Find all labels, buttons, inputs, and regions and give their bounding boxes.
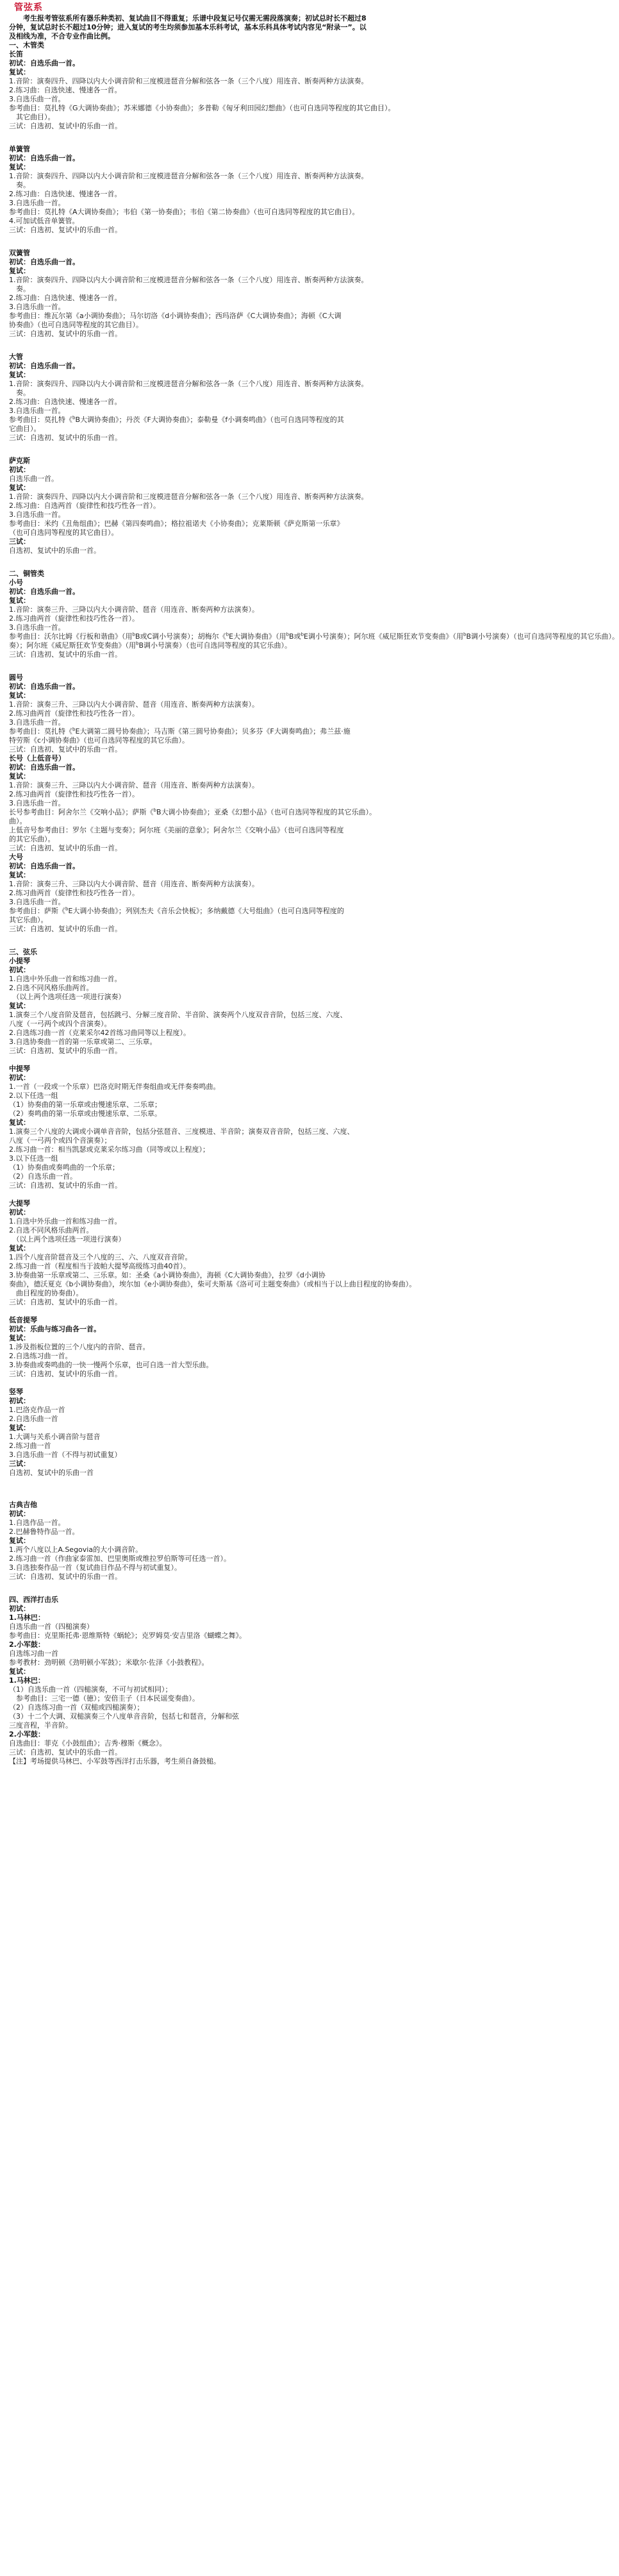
text-line: （2）自选练习曲一首（双槌或四槌演奏）； xyxy=(9,1703,144,1712)
text-line: 自选乐曲一首（四槌演奏） xyxy=(9,1622,94,1631)
section-heading: 中提琴 xyxy=(9,1065,30,1073)
text-line: 奏。 xyxy=(9,389,30,397)
section-heading: 三试： xyxy=(9,537,30,546)
page-title: 管弦系 xyxy=(14,3,43,13)
section-heading: 古典吉他 xyxy=(9,1501,37,1509)
text-line: 2.练习曲：自选快速、慢速各一首。 xyxy=(9,294,122,302)
text-line: 3.以下任选一组 xyxy=(9,1154,58,1163)
text-line: 自选曲目：菲克《小鼓组曲》；吉秀·穆斯《概念》。 xyxy=(9,1739,167,1747)
text-line: 曲目程度的协奏曲）。 xyxy=(9,1289,83,1297)
text-line: 2.自选乐曲一首 xyxy=(9,1415,58,1423)
text-line: 2.以下任选一组 xyxy=(9,1091,58,1100)
section-heading: 复试： xyxy=(9,871,30,879)
text-line: 上低音号参考曲目：罗尔《主题与变奏》；阿尔班《美丽的意象》；阿舍尔兰《交响小品》（也可自选同等程度 xyxy=(9,826,344,834)
section-heading: 初试： xyxy=(9,466,30,474)
text-line: 1.音阶：演奏四升、四降以内大小调音阶和三度模进琶音分解和弦各一条（三个八度）用连音、断奏两种方法演奏。 xyxy=(9,77,368,85)
text-line: 三试：自选初、复试中的乐曲一首。 xyxy=(9,1047,122,1055)
section-heading: 复试： xyxy=(9,1536,30,1545)
section-heading: 大管 xyxy=(9,353,23,361)
text-line: 考生报考管弦系所有器乐种类初、复试曲目不得重复；乐谱中段复记号仅需无需段落演奏；初试总时长不超过8 xyxy=(9,14,367,22)
text-line: 1.自选中外乐曲一首和练习曲一首。 xyxy=(9,1217,122,1225)
text-line: 2.练习曲两首（旋律性和技巧性各一首）。 xyxy=(9,889,139,897)
section-heading: 初试： xyxy=(9,1397,30,1405)
text-line: 三试：自选初、复试中的乐曲一首。 xyxy=(9,226,122,234)
text-line: 1.演奏三个八度音阶及琶音，包括跳弓、分解三度音阶、半音阶、演奏两个八度双音音阶，包括三度、六度、 xyxy=(9,1011,347,1019)
text-line: 三试：自选初、复试中的乐曲一首。 xyxy=(9,650,122,659)
section-heading: 2.小军鼓： xyxy=(9,1640,45,1649)
text-line: （2）自选乐曲一首。 xyxy=(9,1172,77,1181)
section-heading: 复试： xyxy=(9,163,30,171)
text-line: 三试：自选初、复试中的乐曲一首。 xyxy=(9,1370,122,1378)
text-line: 2.自选不同风格乐曲两首。 xyxy=(9,984,94,992)
section-heading: 初试： xyxy=(9,1073,30,1082)
text-line: 参考曲目：莫扎特《$^b$E大调第二圆号协奏曲》；马吉斯《第三圆号协奏曲》；贝多芬《F大调奏鸣曲》；弗兰兹·施 xyxy=(9,727,351,736)
text-line: 【注】考场提供马林巴、小军鼓等西洋打击乐器，考生须自备鼓槌。 xyxy=(9,1757,220,1765)
text-line: （2）奏鸣曲的第一乐章或由慢速乐章、二乐章。 xyxy=(9,1109,161,1118)
text-line: 及相线为准，不合专业作曲比例。 xyxy=(9,32,115,40)
text-line: 三试：自选初、复试中的乐曲一首。 xyxy=(9,122,122,130)
text-line: 的其它乐曲）。 xyxy=(9,835,55,843)
section-heading: 二、铜管类 xyxy=(9,569,44,578)
text-line: 3.协奏曲第一乐章或第二、三乐章。如：圣桑《a小调协奏曲》，海顿《C大调协奏曲》，拉罗《d小调协 xyxy=(9,1271,326,1279)
text-line: 3.自选乐曲一首。 xyxy=(9,407,65,415)
section-heading: 复试： xyxy=(9,1667,30,1676)
text-line: 1.自选作品一首。 xyxy=(9,1519,65,1527)
section-heading: 长号（上低音号） xyxy=(9,754,65,762)
text-line: 2.练习曲两首（旋律性和技巧性各一首）。 xyxy=(9,614,139,623)
section-heading: 三试： xyxy=(9,1460,30,1468)
text-line: 1.音阶：演奏四升、四降以内大小调音阶和三度模进琶音分解和弦各一条（三个八度）用连音、断奏两种方法演奏。 xyxy=(9,172,368,180)
text-line: 自选初、复试中的乐曲一首。 xyxy=(9,546,101,555)
section-heading: 竖琴 xyxy=(9,1388,23,1396)
section-heading: 初试： xyxy=(9,1510,30,1518)
text-line: 参考曲目：莫扎特《G大调协奏曲》；苏米娜德《小协奏曲》；多普勒《匈牙利田园幻想曲》（也可自选同等程度的其它曲目）。 xyxy=(9,104,395,112)
text-line: 3.自选乐曲一首。 xyxy=(9,95,65,103)
section-heading: 复试： xyxy=(9,596,30,605)
text-line: 1.两个八度以上A.Segovia的大小调音阶。 xyxy=(9,1545,143,1554)
text-line: （以上两个选项任选一项进行演奏） xyxy=(9,993,126,1001)
text-line: 三试：自选初、复试中的乐曲一首。 xyxy=(9,1572,122,1581)
section-heading: 初试：自选乐曲一首。 xyxy=(9,862,79,870)
section-heading: 初试：自选乐曲一首。 xyxy=(9,154,79,162)
text-line: 3.自选乐曲一首。 xyxy=(9,718,65,727)
text-line: 2.练习曲一首：相当凯瑟或克莱采尔练习曲（同等或以上程度）； xyxy=(9,1145,210,1154)
text-line: 特劳斯《c小调协奏曲》（也可自选同等程度的其它乐曲）。 xyxy=(9,736,190,745)
text-line: 3.自选乐曲一首。 xyxy=(9,623,65,632)
section-heading: 大号 xyxy=(9,853,23,861)
text-line: 三试：自选初、复试中的乐曲一首。 xyxy=(9,1181,122,1190)
text-line: 分钟，复试总时长不超过10分钟；进入复试的考生均须参加基本乐科考试，基本乐科具体考试内容见“附录一”。以 xyxy=(9,23,367,31)
text-line: 协奏曲》（也可自选同等程度的其它曲目）。 xyxy=(9,321,143,329)
section-heading: 复试： xyxy=(9,267,30,275)
text-line: 奏。 xyxy=(9,285,30,293)
text-line: 八度（一弓两个或四个音演奏）； xyxy=(9,1136,111,1145)
text-line: 自选乐曲一首。 xyxy=(9,475,58,483)
text-line: 3.自选乐曲一首。 xyxy=(9,510,65,519)
section-heading: 低音提琴 xyxy=(9,1316,37,1324)
section-heading: 复试： xyxy=(9,1118,30,1127)
text-line: 2.自选不同风格乐曲两首。 xyxy=(9,1226,94,1234)
section-heading: 复试： xyxy=(9,1002,30,1010)
text-line: 1.音阶：演奏三升、三降以内大小调音阶、琶音（用连音、断奏两种方法演奏）。 xyxy=(9,700,259,709)
text-line: 参考曲目：莫扎特《A大调协奏曲》；韦伯《第一协奏曲》；韦伯《第二协奏曲》（也可自选同等程度的其它曲目）。 xyxy=(9,208,359,216)
text-line: 其它乐曲）。 xyxy=(9,916,48,924)
section-heading: 复试： xyxy=(9,691,30,700)
text-line: 1.四个八度音阶琶音及三个八度的三、六、八度双音音阶。 xyxy=(9,1253,192,1261)
section-heading: 初试：自选乐曲一首。 xyxy=(9,763,79,771)
text-line: 2.练习曲一首（程度相当于波帕大提琴高级练习曲40首）。 xyxy=(9,1262,190,1270)
section-heading: 复试： xyxy=(9,484,30,492)
text-line: 参考曲目：沃尔比姆《行板和谐曲》（用$^b$B或C调小号演奏）；胡梅尔《$^b$E大调协奏曲》（用$^b$B或$^b$E调小号演奏）；阿尔班《威尼斯狂欢节变奏曲》（用$^b$B调小号演奏）（也可自选同等程度的其它乐曲）。 xyxy=(9,632,619,641)
text-line: 3.自选乐曲一首。 xyxy=(9,199,65,207)
text-line: （1）协奏曲的第一乐章或由慢速乐章、二乐章； xyxy=(9,1100,161,1109)
text-line: 1.一首（一段或一个乐章）巴洛克时期无伴奏组曲或无伴奏奏鸣曲。 xyxy=(9,1082,220,1091)
text-line: （以上两个选项任选一项进行演奏） xyxy=(9,1235,126,1243)
text-line: 参考曲目：维瓦尔第《a小调协奏曲》；马尔切洛《d小调协奏曲》；西玛洛萨《C大调协奏曲》；海顿《C大调 xyxy=(9,312,342,320)
section-heading: 复试： xyxy=(9,1424,30,1432)
section-heading: 三、弦乐 xyxy=(9,948,37,956)
text-line: 3.自选乐曲一首。 xyxy=(9,303,65,311)
section-heading: 复试： xyxy=(9,371,30,379)
text-line: 1.大调与关系小调音阶与琶音 xyxy=(9,1433,101,1441)
text-line: 2.练习曲：自选快速、慢速各一首。 xyxy=(9,398,122,406)
section-heading: 大提琴 xyxy=(9,1199,30,1208)
text-line: 它曲目）。 xyxy=(9,425,41,433)
section-heading: 初试：自选乐曲一首。 xyxy=(9,682,79,691)
text-line: 2.自选练习曲一首（克莱采尔42首练习曲同等以上程度）。 xyxy=(9,1029,190,1037)
text-line: 奏。 xyxy=(9,181,30,189)
text-line: （1）协奏曲或奏鸣曲的一个乐章； xyxy=(9,1163,119,1172)
text-line: 3.自选独奏作品一首（复试曲目作品不得与初试重复）。 xyxy=(9,1563,181,1572)
text-line: 参考曲目：克里斯托弗·恩维斯特《蜗轮》；克罗姆莫·安吉里洛《蝴蝶之舞》。 xyxy=(9,1631,246,1640)
text-line: 自选初、复试中的乐曲一首 xyxy=(9,1469,94,1477)
text-line: 自选练习曲一首 xyxy=(9,1649,58,1658)
section-heading: 复试： xyxy=(9,68,30,76)
text-line: 三试：自选初、复试中的乐曲一首。 xyxy=(9,1298,122,1306)
text-line: 1.巴洛克作品一首 xyxy=(9,1406,65,1414)
section-heading: 小提琴 xyxy=(9,957,30,965)
text-line: 3.自选乐曲一首（不得与初试重复） xyxy=(9,1451,122,1459)
text-line: 参考教材：劲明顿《劲明顿小军鼓》；米歇尔·佐泽《小鼓教程》。 xyxy=(9,1658,209,1667)
text-line: 1.音阶：演奏三升、三降以内大小调音阶、琶音（用连音、断奏两种方法演奏）。 xyxy=(9,605,259,614)
section-heading: 四、西洋打击乐 xyxy=(9,1595,58,1604)
section-heading: 初试：自选乐曲一首。 xyxy=(9,587,79,596)
text-line: 1.涉及指板位置的三个八度内的音阶、琶音。 xyxy=(9,1343,150,1351)
text-line: 三试：自选初、复试中的乐曲一首。 xyxy=(9,434,122,442)
text-line: 参考曲目：莫扎特《$^b$B大调协奏曲》；丹茨《F大调协奏曲》；泰勒曼《f小调奏鸣曲》（也可自选同等程度的其 xyxy=(9,415,344,424)
text-line: 三试：自选初、复试中的乐曲一首。 xyxy=(9,745,122,753)
section-heading: 初试：自选乐曲一首。 xyxy=(9,258,79,266)
section-heading: 圆号 xyxy=(9,673,23,682)
text-line: （也可自选同等程度的其它曲目）。 xyxy=(9,528,119,537)
section-heading: 初试： xyxy=(9,1208,30,1216)
text-line: 2.练习曲：自选快速、慢速各一首。 xyxy=(9,86,122,94)
text-line: 3.协奏曲或奏鸣曲的一快一慢两个乐章，也可自选一首大型乐曲。 xyxy=(9,1361,213,1369)
text-line: 1.音阶：演奏三升、三降以内大小调音阶、琶音（用连音、断奏两种方法演奏）。 xyxy=(9,880,259,888)
text-line: 八度（一弓两个或四个音演奏）。 xyxy=(9,1020,111,1028)
text-line: 长号参考曲目：阿舍尔兰《交响小品》；萨斯《$^b$B大调小协奏曲》；亚桑《幻想小品》（也可自选同等程度的其它乐曲）。 xyxy=(9,807,376,816)
text-line: 曲）。 xyxy=(9,817,27,825)
text-line: 1.演奏三个八度的大调或小调单音音阶，包括分弦琶音、三度模进、半音阶；演奏双音音阶，包括三度、六度、 xyxy=(9,1127,354,1136)
text-line: 2.练习曲：自选快速、慢速各一首。 xyxy=(9,190,122,198)
text-line: 参考曲目：萨斯《$^b$E大调小协奏曲》；列别杰夫《音乐会快板》；多纳戴德《大号组曲》（也可自选同等程度的 xyxy=(9,906,344,915)
text-line: 2.巴赫鲁特作品一首。 xyxy=(9,1528,79,1536)
section-heading: 复试： xyxy=(9,1334,30,1342)
section-heading: 萨克斯 xyxy=(9,457,30,465)
text-line: 三试：自选初、复试中的乐曲一首。 xyxy=(9,330,122,338)
text-line: 奏）；阿尔班《威尼斯狂欢节变奏曲》（用$^b$B调小号演奏）（也可自选同等程度的其它乐曲）。 xyxy=(9,641,292,650)
section-heading: 单簧管 xyxy=(9,145,30,153)
section-heading: 双簧管 xyxy=(9,249,30,257)
text-line: 1.音阶：演奏四升、四降以内大小调音阶和三度模进琶音分解和弦各一条（三个八度）用连音、断奏两种方法演奏。 xyxy=(9,276,368,284)
text-line: 1.音阶：演奏四升、四降以内大小调音阶和三度模进琶音分解和弦各一条（三个八度）用连音、断奏两种方法演奏。 xyxy=(9,380,368,388)
text-line: 三度音程，半音阶。 xyxy=(9,1721,72,1730)
text-line: 1.音阶：演奏三升、三降以内大小调音阶、琶音（用连音、断奏两种方法演奏）。 xyxy=(9,781,259,789)
text-line: 奏曲》，德沃夏克《b小调协奏曲》，埃尔加《e小调协奏曲》，柴可夫斯基《洛可可主题变奏曲》（或相当于以上曲目程度的协奏曲）。 xyxy=(9,1280,417,1288)
text-line: 1.音阶：演奏四升、四降以内大小调音阶和三度模进琶音分解和弦各一条（三个八度）用连音、断奏两种方法演奏。 xyxy=(9,492,368,501)
section-heading: 1.马林巴： xyxy=(9,1676,45,1685)
section-heading: 1.马林巴： xyxy=(9,1613,45,1622)
text-line: （3）十二个大调、双槌演奏三个八度单音音阶，包括七和琶音，分解和弦 xyxy=(9,1712,239,1721)
section-heading: 长笛 xyxy=(9,50,23,58)
text-line: 三试：自选初、复试中的乐曲一首。 xyxy=(9,925,122,933)
section-heading: 小号 xyxy=(9,578,23,587)
section-heading: 初试：自选乐曲一首。 xyxy=(9,362,79,370)
text-line: 三试：自选初、复试中的乐曲一首。 xyxy=(9,844,122,852)
text-line: 2.练习曲一首 xyxy=(9,1442,51,1450)
text-line: 3.自选乐曲一首。 xyxy=(9,898,65,906)
section-heading: 一、木管类 xyxy=(9,41,44,49)
text-line: 三试：自选初、复试中的乐曲一首。 xyxy=(9,1748,122,1756)
section-heading: 2.小军鼓： xyxy=(9,1730,45,1738)
text-line: 2.练习曲一首（作曲家泰雷加、巴里奥斯或维拉罗伯斯等可任选一首）。 xyxy=(9,1554,231,1563)
text-line: 2.练习曲两首（旋律性和技巧性各一首）。 xyxy=(9,709,139,718)
text-line: 3.自选协奏曲一首的第一乐章或第二、三乐章。 xyxy=(9,1038,157,1046)
section-heading: 初试： xyxy=(9,1604,30,1613)
section-heading: 复试： xyxy=(9,772,30,780)
section-heading: 初试： xyxy=(9,966,30,974)
text-line: 其它曲目）。 xyxy=(9,113,55,121)
text-line: 3.自选乐曲一首。 xyxy=(9,799,65,807)
section-heading: 初试：自选乐曲一首。 xyxy=(9,59,79,67)
section-heading: 初试：乐曲与练习曲各一首。 xyxy=(9,1325,101,1333)
text-line: 参考曲目：米约《丑角组曲》；巴赫《第四奏鸣曲》；格拉祖诺夫《小协奏曲》；克莱斯顿《萨克斯第一乐章》 xyxy=(9,519,344,528)
text-line: （1）自选乐曲一首（四槌演奏，不可与初试相同）； xyxy=(9,1685,172,1694)
text-line: 4.可加试低音单簧管。 xyxy=(9,217,79,225)
text-line: 1.自选中外乐曲一首和练习曲一首。 xyxy=(9,975,122,983)
text-line: 2.练习曲：自选两首（旋律性和技巧性各一首）。 xyxy=(9,501,160,510)
text-line: 参考曲目：三宅一德（徳）；安倍圭子（日本民谣变奏曲）。 xyxy=(9,1694,199,1703)
section-heading: 复试： xyxy=(9,1244,30,1252)
text-line: 2.练习曲两首（旋律性和技巧性各一首）。 xyxy=(9,790,139,798)
text-line: 2.自选练习曲一首。 xyxy=(9,1352,72,1360)
